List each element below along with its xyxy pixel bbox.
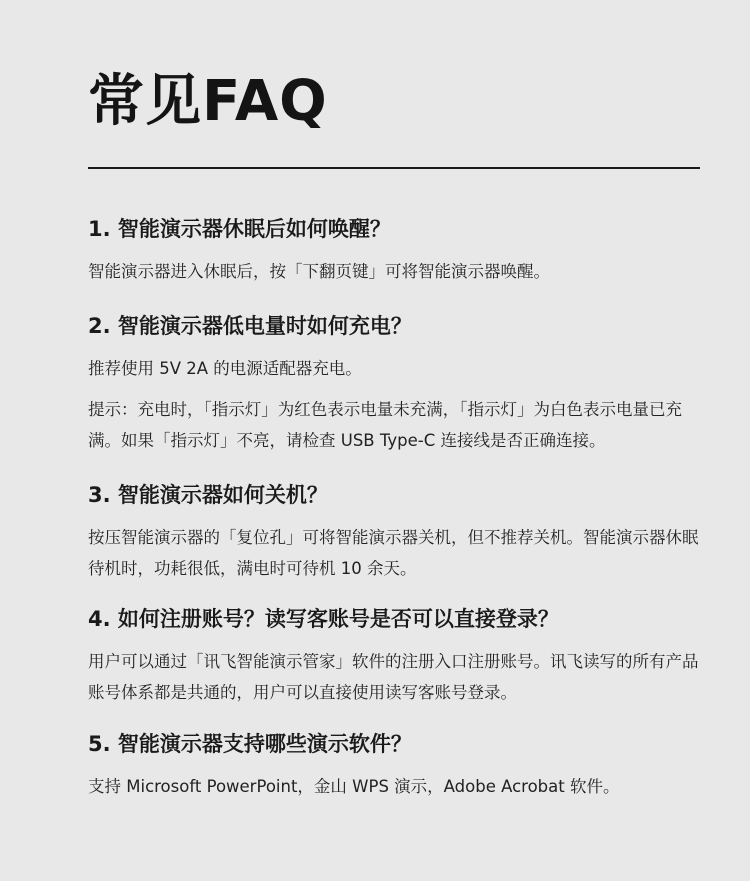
faq-item-3	[88, 480, 708, 584]
faq-item-4	[88, 604, 708, 708]
faq-item-2	[88, 311, 708, 456]
faq-question: 3. 智能演示器如何关机？	[88, 483, 328, 507]
faq-answer: 支持 Microsoft PowerPoint，金山 WPS 演示，Adobe Acrobat 软件。	[88, 777, 620, 796]
faq-answer: 推荐使用 5V 2A 的电源适配器充电。	[88, 359, 362, 378]
title-divider	[88, 167, 700, 169]
faq-answer: 智能演示器进入休眠后，按「下翻页键」可将智能演示器唤醒。	[88, 262, 550, 281]
page-title: 常见FAQ	[88, 69, 328, 134]
faq-item-1	[88, 214, 708, 287]
faq-item-5	[88, 729, 708, 802]
faq-question: 5. 智能演示器支持哪些演示软件？	[88, 732, 412, 756]
faq-answer: 用户可以通过「讯飞智能演示管家」软件的注册入口注册账号。讯飞读写的所有产品账号体系都是共通的，用户可以直接使用读写客账号登录。	[88, 652, 699, 702]
faq-question: 4. 如何注册账号？读写客账号是否可以直接登录？	[88, 607, 559, 631]
faq-answer: 按压智能演示器的「复位孔」可将智能演示器关机，但不推荐关机。智能演示器休眠待机时，功耗很低，满电时可待机 10 余天。	[88, 528, 699, 578]
faq-question: 2. 智能演示器低电量时如何充电？	[88, 314, 412, 338]
faq-question: 1. 智能演示器休眠后如何唤醒？	[88, 217, 391, 241]
faq-answer-note: 提示：充电时，「指示灯」为红色表示电量未充满，「指示灯」为白色表示电量已充满。如果「指示灯」不亮，请检查 USB Type-C 连接线是否正确连接。	[88, 400, 682, 450]
